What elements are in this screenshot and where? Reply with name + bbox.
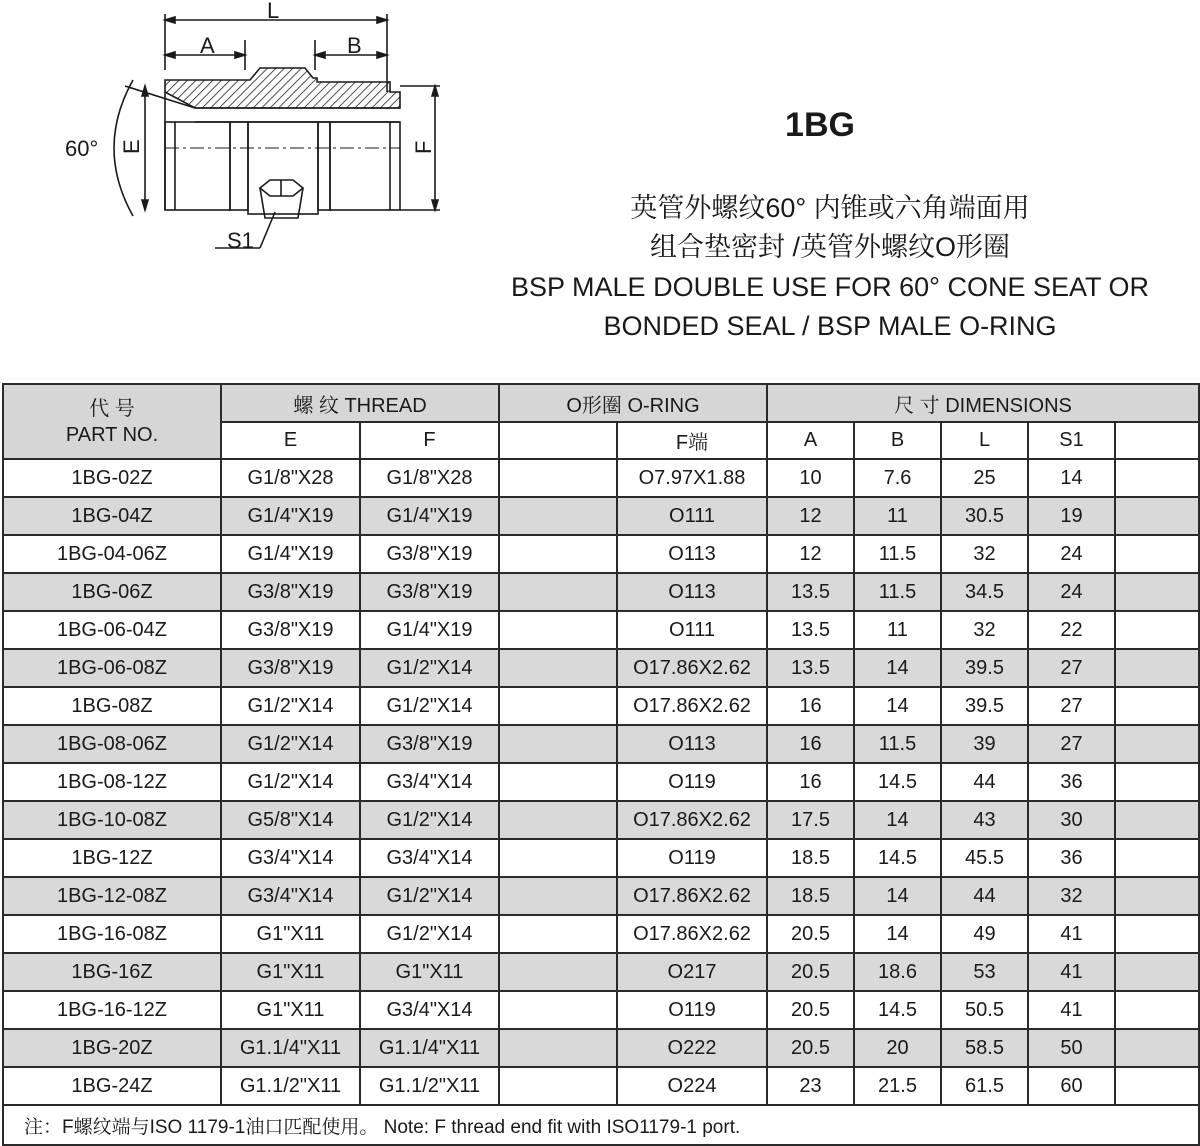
cell-part-no: 1BG-08Z — [3, 687, 221, 725]
cell-extra-blank — [1115, 649, 1199, 687]
cell-dim-a: 12 — [767, 535, 854, 573]
cell-dim-a: 13.5 — [767, 573, 854, 611]
note-row — [3, 1105, 1199, 1145]
cell-dim-s1: 32 — [1028, 877, 1115, 915]
cell-part-no: 1BG-12Z — [3, 839, 221, 877]
table-row — [3, 1029, 1199, 1067]
cell-extra-blank — [1115, 725, 1199, 763]
cell-dim-s1: 41 — [1028, 991, 1115, 1029]
title-en-line2: BONDED SEAL / BSP MALE O-RING — [603, 311, 1057, 341]
cell-oring: O7.97X1.88 — [617, 459, 767, 497]
cell-dim-l: 45.5 — [941, 839, 1028, 877]
cell-oring-blank — [499, 801, 617, 839]
cell-thread-f: G3/4"X14 — [360, 839, 499, 877]
table-row — [3, 1067, 1199, 1105]
cell-dim-b: 14 — [854, 801, 941, 839]
header-thread: 螺 纹 THREAD — [221, 384, 499, 422]
cell-thread-f: G1/4"X19 — [360, 497, 499, 535]
cell-dim-b: 11.5 — [854, 725, 941, 763]
spec-table — [2, 383, 1200, 1146]
cell-thread-f: G3/8"X19 — [360, 725, 499, 763]
cell-oring: O119 — [617, 991, 767, 1029]
cell-dim-a: 16 — [767, 725, 854, 763]
cell-thread-e: G1/8"X28 — [221, 459, 360, 497]
label-B: B — [347, 33, 362, 58]
cell-dim-s1: 50 — [1028, 1029, 1115, 1067]
cell-extra-blank — [1115, 1067, 1199, 1105]
cell-dim-l: 25 — [941, 459, 1028, 497]
cell-oring-blank — [499, 535, 617, 573]
table-row — [3, 649, 1199, 687]
cell-dim-l: 50.5 — [941, 991, 1028, 1029]
cell-thread-e: G1/4"X19 — [221, 497, 360, 535]
cell-dim-l: 61.5 — [941, 1067, 1028, 1105]
cell-thread-f: G3/4"X14 — [360, 763, 499, 801]
cell-oring: O119 — [617, 839, 767, 877]
cell-oring: O17.86X2.62 — [617, 915, 767, 953]
cell-oring: O113 — [617, 535, 767, 573]
cell-oring-blank — [499, 459, 617, 497]
cell-extra-blank — [1115, 459, 1199, 497]
cell-extra-blank — [1115, 573, 1199, 611]
cell-dim-l: 39 — [941, 725, 1028, 763]
cell-dim-l: 44 — [941, 763, 1028, 801]
cell-thread-f: G1/8"X28 — [360, 459, 499, 497]
cell-thread-e: G3/8"X19 — [221, 611, 360, 649]
header-f: F — [360, 422, 499, 459]
table-row — [3, 611, 1199, 649]
cell-extra-blank — [1115, 877, 1199, 915]
cell-dim-l: 30.5 — [941, 497, 1028, 535]
table-row — [3, 991, 1199, 1029]
cell-dim-b: 14 — [854, 687, 941, 725]
cell-dim-b: 18.6 — [854, 953, 941, 991]
cell-part-no: 1BG-20Z — [3, 1029, 221, 1067]
cell-extra-blank — [1115, 839, 1199, 877]
cell-dim-b: 11.5 — [854, 535, 941, 573]
cell-oring: O111 — [617, 611, 767, 649]
cell-dim-a: 20.5 — [767, 991, 854, 1029]
cell-extra-blank — [1115, 1029, 1199, 1067]
cell-oring: O17.86X2.62 — [617, 877, 767, 915]
cell-dim-l: 43 — [941, 801, 1028, 839]
header-oring-blank — [499, 422, 617, 459]
header-oring-f: F端 — [617, 422, 767, 459]
header-e: E — [221, 422, 360, 459]
cell-part-no: 1BG-12-08Z — [3, 877, 221, 915]
cell-dim-b: 7.6 — [854, 459, 941, 497]
cell-dim-s1: 27 — [1028, 649, 1115, 687]
cell-oring-blank — [499, 649, 617, 687]
cell-thread-f: G1/2"X14 — [360, 915, 499, 953]
cell-part-no: 1BG-04-06Z — [3, 535, 221, 573]
cell-oring: O111 — [617, 497, 767, 535]
cell-thread-e: G1/2"X14 — [221, 687, 360, 725]
cell-thread-f: G1/2"X14 — [360, 801, 499, 839]
cell-dim-a: 20.5 — [767, 1029, 854, 1067]
cell-dim-l: 39.5 — [941, 687, 1028, 725]
cell-thread-e: G1/4"X19 — [221, 535, 360, 573]
table-row — [3, 953, 1199, 991]
cell-thread-e: G5/8"X14 — [221, 801, 360, 839]
cell-oring: O224 — [617, 1067, 767, 1105]
cell-extra-blank — [1115, 611, 1199, 649]
cell-oring-blank — [499, 573, 617, 611]
cell-dim-l: 32 — [941, 535, 1028, 573]
cell-thread-f: G3/4"X14 — [360, 991, 499, 1029]
table-row — [3, 877, 1199, 915]
cell-dim-b: 21.5 — [854, 1067, 941, 1105]
cell-dim-l: 53 — [941, 953, 1028, 991]
cell-extra-blank — [1115, 497, 1199, 535]
cell-thread-f: G1/2"X14 — [360, 649, 499, 687]
cell-part-no: 1BG-08-06Z — [3, 725, 221, 763]
header-part-cn: 代 号 — [89, 397, 135, 420]
cell-dim-a: 13.5 — [767, 649, 854, 687]
header-s1: S1 — [1028, 422, 1115, 459]
fitting-technical-drawing — [55, 0, 475, 260]
cell-dim-s1: 27 — [1028, 687, 1115, 725]
cell-dim-b: 20 — [854, 1029, 941, 1067]
table-row — [3, 801, 1199, 839]
cell-part-no: 1BG-08-12Z — [3, 763, 221, 801]
table-row — [3, 763, 1199, 801]
cell-dim-l: 44 — [941, 877, 1028, 915]
cell-thread-e: G1.1/2"X11 — [221, 1067, 360, 1105]
cell-dim-b: 14 — [854, 915, 941, 953]
cell-part-no: 1BG-06-08Z — [3, 649, 221, 687]
cell-oring-blank — [499, 763, 617, 801]
table-row — [3, 687, 1199, 725]
cell-part-no: 1BG-16-12Z — [3, 991, 221, 1029]
cell-thread-f: G1"X11 — [360, 953, 499, 991]
cell-dim-a: 16 — [767, 687, 854, 725]
header-a: A — [767, 422, 854, 459]
cell-thread-e: G3/8"X19 — [221, 573, 360, 611]
cell-thread-f: G1/2"X14 — [360, 877, 499, 915]
header-part-en: PART NO. — [65, 423, 159, 446]
cell-dim-a: 10 — [767, 459, 854, 497]
cell-dim-s1: 24 — [1028, 573, 1115, 611]
cell-dim-s1: 60 — [1028, 1067, 1115, 1105]
cell-oring-blank — [499, 497, 617, 535]
cell-part-no: 1BG-10-08Z — [3, 801, 221, 839]
cell-dim-a: 20.5 — [767, 915, 854, 953]
cell-dim-b: 14 — [854, 877, 941, 915]
label-S1: S1 — [227, 228, 254, 253]
cell-part-no: 1BG-16-08Z — [3, 915, 221, 953]
cell-thread-e: G1"X11 — [221, 953, 360, 991]
cell-thread-e: G3/4"X14 — [221, 877, 360, 915]
label-angle: 60° — [65, 136, 99, 161]
cell-dim-l: 58.5 — [941, 1029, 1028, 1067]
cell-dim-a: 20.5 — [767, 953, 854, 991]
cell-dim-a: 17.5 — [767, 801, 854, 839]
table-row — [3, 915, 1199, 953]
cell-extra-blank — [1115, 763, 1199, 801]
cell-dim-a: 16 — [767, 763, 854, 801]
cell-dim-b: 11.5 — [854, 573, 941, 611]
cell-part-no: 1BG-24Z — [3, 1067, 221, 1105]
cell-part-no: 1BG-04Z — [3, 497, 221, 535]
cell-thread-f: G1/4"X19 — [360, 611, 499, 649]
table-row — [3, 573, 1199, 611]
cell-dim-s1: 14 — [1028, 459, 1115, 497]
cell-extra-blank — [1115, 991, 1199, 1029]
header-l: L — [941, 422, 1028, 459]
cell-dim-s1: 41 — [1028, 953, 1115, 991]
cell-oring-blank — [499, 687, 617, 725]
cell-extra-blank — [1115, 915, 1199, 953]
cell-extra-blank — [1115, 953, 1199, 991]
cell-part-no: 1BG-06-04Z — [3, 611, 221, 649]
table-row — [3, 839, 1199, 877]
cell-dim-b: 11 — [854, 611, 941, 649]
header-row-1 — [3, 384, 1199, 422]
table-row — [3, 725, 1199, 763]
label-F: F — [411, 140, 436, 154]
cell-oring: O217 — [617, 953, 767, 991]
cell-extra-blank — [1115, 535, 1199, 573]
cell-oring-blank — [499, 725, 617, 763]
cell-thread-f: G1.1/2"X11 — [360, 1067, 499, 1105]
cell-oring-blank — [499, 991, 617, 1029]
cell-thread-e: G3/4"X14 — [221, 839, 360, 877]
cell-thread-e: G1/2"X14 — [221, 725, 360, 763]
cell-thread-e: G1/2"X14 — [221, 763, 360, 801]
table-row — [3, 497, 1199, 535]
cell-dim-l: 32 — [941, 611, 1028, 649]
cell-dim-a: 18.5 — [767, 839, 854, 877]
cell-oring: O17.86X2.62 — [617, 801, 767, 839]
cell-oring: O119 — [617, 763, 767, 801]
cell-dim-a: 23 — [767, 1067, 854, 1105]
cell-dim-s1: 19 — [1028, 497, 1115, 535]
footnote: 注：F螺纹端与ISO 1179-1油口匹配使用。 Note: F thread end fit with ISO1179-1 port. — [3, 1105, 1199, 1145]
label-L: L — [267, 0, 280, 23]
cell-oring-blank — [499, 1067, 617, 1105]
cell-dim-l: 49 — [941, 915, 1028, 953]
header-dimensions: 尺 寸 DIMENSIONS — [767, 384, 1199, 422]
cell-oring-blank — [499, 839, 617, 877]
cell-oring-blank — [499, 915, 617, 953]
header-extra-blank — [1115, 422, 1199, 459]
cell-oring: O113 — [617, 725, 767, 763]
cell-part-no: 1BG-16Z — [3, 953, 221, 991]
cell-oring-blank — [499, 1029, 617, 1067]
cell-part-no: 1BG-02Z — [3, 459, 221, 497]
cell-oring: O17.86X2.62 — [617, 687, 767, 725]
cell-thread-f: G3/8"X19 — [360, 573, 499, 611]
title-cn-line2: 组合垫密封 /英管外螺纹O形圈 — [649, 232, 1010, 262]
cell-dim-s1: 30 — [1028, 801, 1115, 839]
cell-oring: O113 — [617, 573, 767, 611]
label-E: E — [119, 139, 144, 154]
title-cn-line1: 英管外螺纹60° 内锥或六角端面用 — [630, 193, 1030, 223]
cell-dim-s1: 41 — [1028, 915, 1115, 953]
header-part-no — [3, 384, 221, 459]
cell-thread-e: G1"X11 — [221, 915, 360, 953]
header-oring: O形圈 O-RING — [499, 384, 767, 422]
cell-thread-e: G3/8"X19 — [221, 649, 360, 687]
header-b: B — [854, 422, 941, 459]
cell-oring-blank — [499, 953, 617, 991]
cell-dim-b: 14.5 — [854, 839, 941, 877]
cell-oring: O222 — [617, 1029, 767, 1067]
table-row — [3, 459, 1199, 497]
cell-oring: O17.86X2.62 — [617, 649, 767, 687]
cell-dim-b: 11 — [854, 497, 941, 535]
cell-extra-blank — [1115, 801, 1199, 839]
table-row — [3, 535, 1199, 573]
cell-dim-a: 12 — [767, 497, 854, 535]
cell-part-no: 1BG-06Z — [3, 573, 221, 611]
cell-thread-e: G1"X11 — [221, 991, 360, 1029]
cell-extra-blank — [1115, 687, 1199, 725]
cell-dim-a: 13.5 — [767, 611, 854, 649]
cell-dim-s1: 24 — [1028, 535, 1115, 573]
cell-thread-f: G3/8"X19 — [360, 535, 499, 573]
cell-thread-f: G1/2"X14 — [360, 687, 499, 725]
cell-dim-s1: 22 — [1028, 611, 1115, 649]
cell-thread-e: G1.1/4"X11 — [221, 1029, 360, 1067]
cell-dim-s1: 36 — [1028, 763, 1115, 801]
cell-dim-s1: 36 — [1028, 839, 1115, 877]
label-A: A — [200, 33, 215, 58]
cell-dim-b: 14 — [854, 649, 941, 687]
cell-dim-a: 18.5 — [767, 877, 854, 915]
title-en-line1: BSP MALE DOUBLE USE FOR 60° CONE SEAT OR — [511, 272, 1149, 302]
cell-dim-l: 39.5 — [941, 649, 1028, 687]
cell-dim-l: 34.5 — [941, 573, 1028, 611]
cell-dim-b: 14.5 — [854, 763, 941, 801]
cell-oring-blank — [499, 611, 617, 649]
cell-dim-s1: 27 — [1028, 725, 1115, 763]
cell-thread-f: G1.1/4"X11 — [360, 1029, 499, 1067]
cell-dim-b: 14.5 — [854, 991, 941, 1029]
cell-oring-blank — [499, 877, 617, 915]
part-code-title: 1BG — [785, 106, 855, 144]
